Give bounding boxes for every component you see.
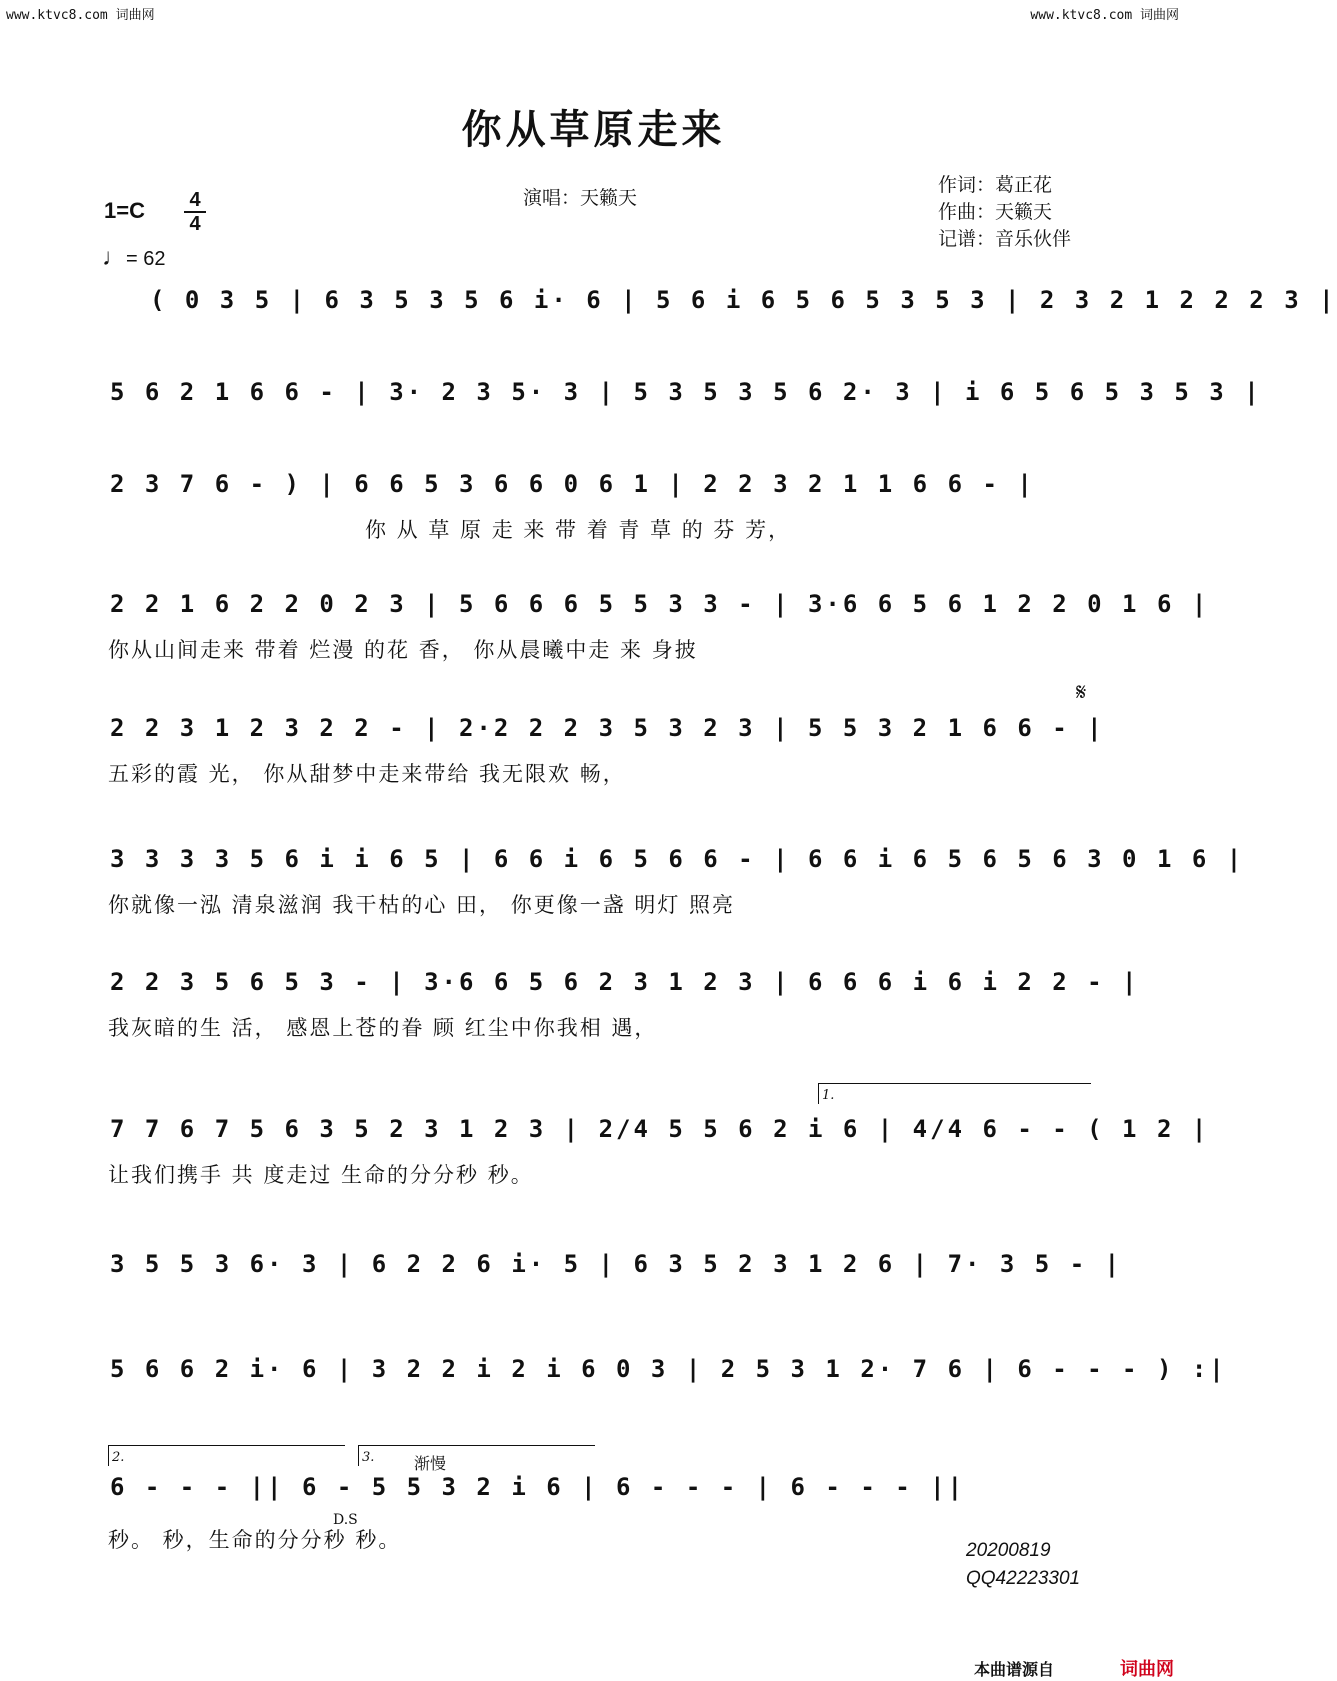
transcriber-qq: QQ42223301 xyxy=(966,1568,1081,1589)
notation-system-7: 2 2 3 5 6 5 3 - | 3·6 6 5 6 2 3 1 2 3 | 6 6 6 i 6 i 2 2 - | xyxy=(110,968,1140,996)
key-signature: 1=C xyxy=(104,198,145,223)
notation-system-6: 3 3 3 3 5 6 i i 6 5 | 6 6 i 6 5 6 6 - | 6 6 i 6 5 6 5 6 3 0 1 6 | xyxy=(110,845,1245,873)
time-signature-top: 4 xyxy=(189,189,201,211)
volta-bracket-2 xyxy=(108,1445,345,1466)
volta-bracket-1 xyxy=(818,1083,1091,1104)
site-watermark-left[interactable]: www.ktvc8.com 词曲网 xyxy=(6,8,155,23)
song-title: 你从草原走来 xyxy=(461,106,726,153)
lyric-line-3: 你 从 草 原 走 来 带 着 青 草 的 芬 芳， xyxy=(365,518,792,542)
volta-3-label: 3. xyxy=(362,1450,375,1465)
transcriber-credit: 记谱：音乐伙伴 xyxy=(938,228,1072,250)
ritardando-mark: 渐慢 xyxy=(414,1454,447,1473)
tempo-value: = 62 xyxy=(126,248,166,270)
composer-credit: 作曲：天籁天 xyxy=(938,201,1053,223)
time-signature xyxy=(184,190,206,234)
ds-mark: D.S xyxy=(333,1512,358,1528)
lyric-line-8: 让我们携手 共 度走过 生命的分分秒 秒。 xyxy=(108,1163,534,1187)
volta-1-label: 1. xyxy=(822,1088,835,1103)
time-signature-bottom: 4 xyxy=(189,213,201,235)
lyric-line-7: 我灰暗的生 活， 感恩上苍的眷 顾 红尘中你我相 遇， xyxy=(108,1016,658,1040)
lyric-line-11: 秒。 秒，生命的分分秒 秒。 xyxy=(108,1528,402,1552)
brand-logo-text[interactable]: 词曲网 xyxy=(1120,1659,1174,1680)
lyric-line-6: 你就像一泓 清泉滋润 我干枯的心 田， 你更像一盏 明灯 照亮 xyxy=(108,893,736,917)
notation-system-4: 2 2 1 6 2 2 0 2 3 | 5 6 6 6 5 5 3 3 - | 3·6 6 5 6 1 2 2 0 1 6 | xyxy=(110,590,1210,618)
volta-2-label: 2. xyxy=(112,1450,125,1465)
volta-bracket-3 xyxy=(358,1445,595,1466)
notation-system-1: ( 0 3 5 | 6 3 5 3 5 6 i· 6 | 5 6 i 6 5 6 5 3 5 3 | 2 3 2 1 2 2 2 3 | xyxy=(150,286,1337,314)
lyricist-credit: 作词：葛正花 xyxy=(938,174,1053,196)
site-watermark-right[interactable]: www.ktvc8.com 词曲网 xyxy=(1030,8,1179,23)
singer-credit: 演唱：天籁天 xyxy=(523,187,638,209)
transcription-date: 20200819 xyxy=(966,1540,1051,1561)
lyric-line-5: 五彩的霞 光， 你从甜梦中走来带给 我无限欢 畅， xyxy=(108,762,626,786)
notation-system-10: 5 6 6 2 i· 6 | 3 2 2 i 2 i 6 0 3 | 2 5 3 1 2· 7 6 | 6 - - - ) :| xyxy=(110,1355,1227,1383)
notation-system-5: 2 2 3 1 2 3 2 2 - | 2·2 2 2 3 5 3 2 3 | 5 5 3 2 1 6 6 - | xyxy=(110,714,1105,742)
segno-sign: 𝄋 xyxy=(1076,678,1087,706)
notation-system-9: 3 5 5 3 6· 3 | 6 2 2 6 i· 5 | 6 3 5 2 3 1 2 6 | 7· 3 5 - | xyxy=(110,1250,1123,1278)
notation-system-2: 5 6 2 1 6 6 - | 3· 2 3 5· 3 | 5 3 5 3 5 6 2· 3 | i 6 5 6 5 3 5 3 | xyxy=(110,378,1262,406)
notation-system-11: 6 - - - || 6 - 5 5 3 2 i 6 | 6 - - - | 6 - - - || xyxy=(110,1473,966,1501)
quarter-note-icon: ♩ xyxy=(102,244,126,271)
tempo-marking xyxy=(102,244,165,272)
lyric-line-4: 你从山间走来 带着 烂漫 的花 香， 你从晨曦中走 来 身披 xyxy=(108,638,698,662)
notation-system-8: 7 7 6 7 5 6 3 5 2 3 1 2 3 | 2/4 5 5 6 2 i 6 | 4/4 6 - - ( 1 2 | xyxy=(110,1115,1210,1143)
notation-system-3: 2 3 7 6 - ) | 6 6 5 3 6 6 0 6 1 | 2 2 3 2 1 1 6 6 - | xyxy=(110,470,1035,498)
source-label: 本曲谱源自 xyxy=(974,1660,1055,1679)
